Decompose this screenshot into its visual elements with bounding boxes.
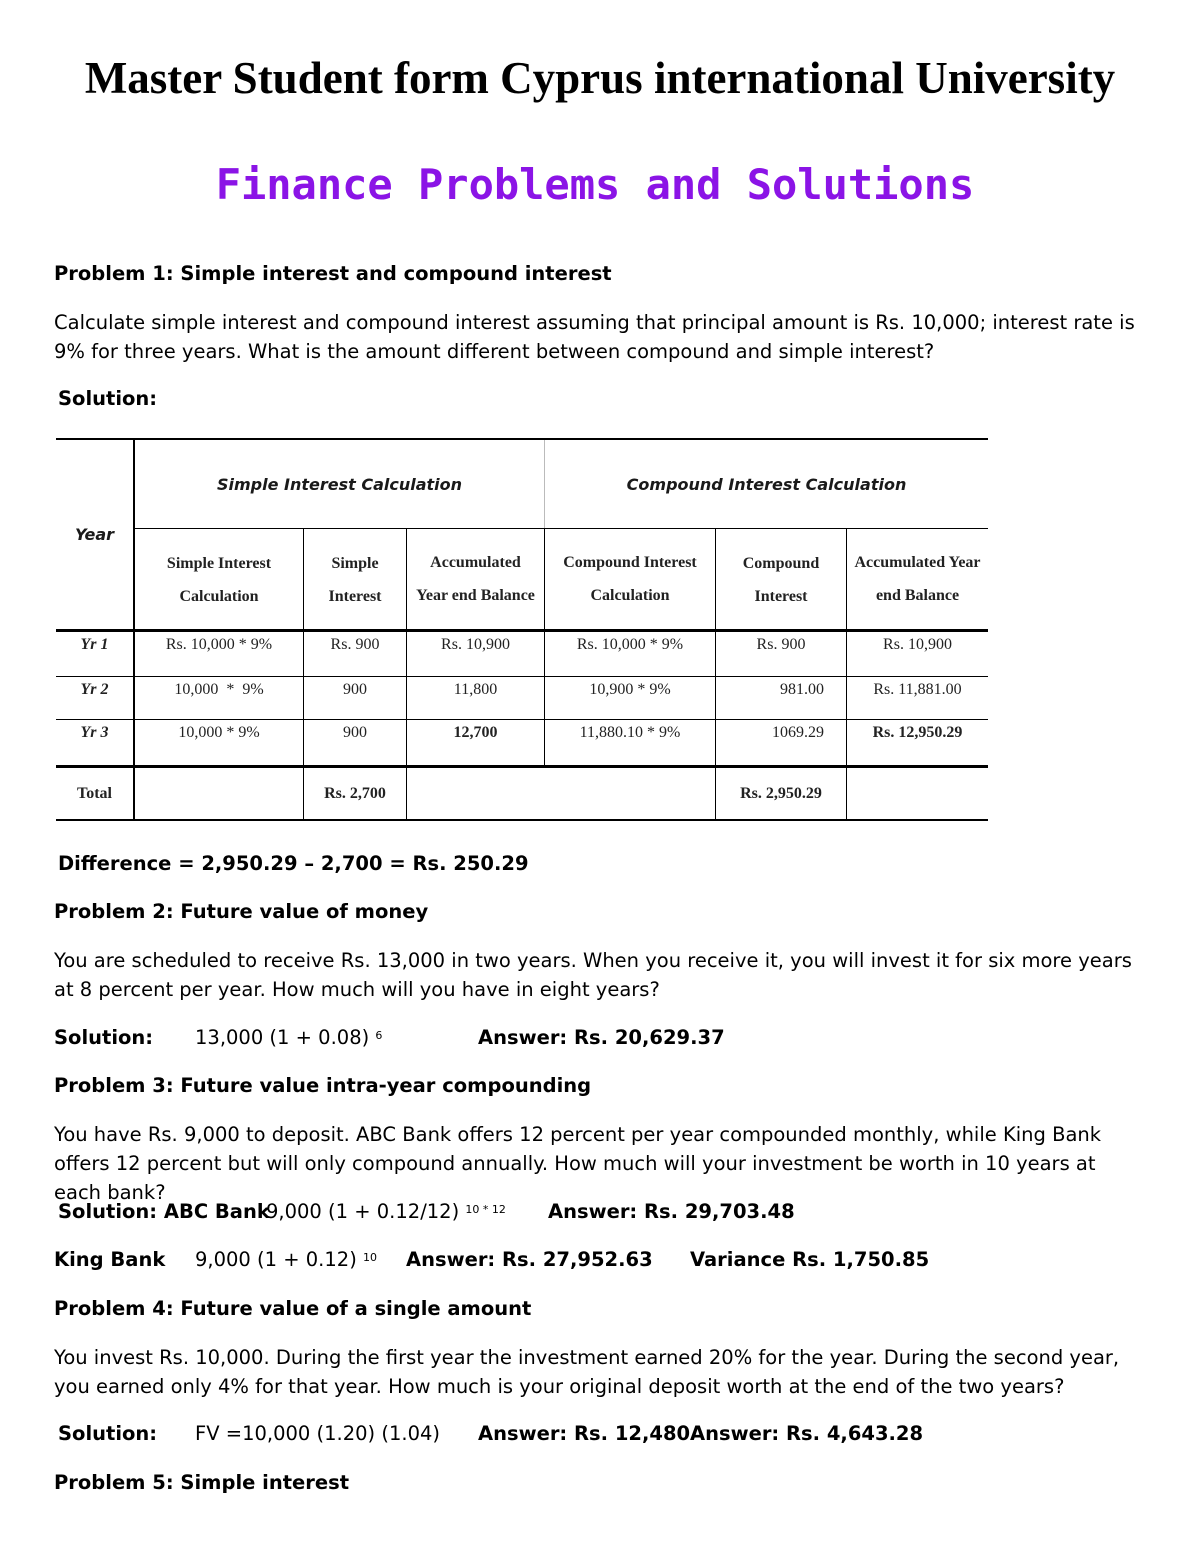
total-simple: Rs. 2,700 bbox=[324, 784, 386, 802]
table-cell: 10,000 * 9% bbox=[178, 724, 260, 741]
table-cell: Rs. 10,000 * 9% bbox=[165, 636, 273, 653]
problem4-solution-label: Solution: bbox=[58, 1422, 158, 1445]
table-cell: Rs. 12,950.29 bbox=[872, 724, 963, 741]
problem3-king-answer: Answer: Rs. 27,952.63 bbox=[406, 1248, 653, 1271]
table-cell: 10,000 * 9% bbox=[174, 681, 264, 698]
table-cell: Rs. 900 bbox=[756, 636, 806, 653]
problem3-variance: Variance Rs. 1,750.85 bbox=[690, 1248, 930, 1271]
problem5-heading: Problem 5: Simple interest bbox=[54, 1471, 350, 1494]
table-cell: 981.00 bbox=[780, 681, 824, 698]
problem1-heading: Problem 1: Simple interest and compound interest bbox=[54, 262, 612, 285]
table-cell: Rs. 10,000 * 9% bbox=[576, 636, 684, 653]
problem3-heading: Problem 3: Future value intra-year compounding bbox=[54, 1074, 592, 1097]
problem2-text: You are scheduled to receive Rs. 13,000 in two years. When you receive it, you will invest it for six more years at 8 percent per year. How much will you have in eight years? bbox=[54, 949, 1132, 1001]
total-compound: Rs. 2,950.29 bbox=[740, 784, 822, 802]
table-cell: 900 bbox=[343, 724, 367, 741]
total-label: Total bbox=[77, 784, 112, 802]
table-cell: Rs. 900 bbox=[330, 636, 380, 653]
problem2-heading: Problem 2: Future value of money bbox=[54, 900, 429, 923]
interest-table bbox=[56, 438, 988, 822]
problem3-king-formula: 9,000 (1 + 0.12) $^{10}$ bbox=[195, 1248, 378, 1271]
col-header-compound-interest: Compound Interest bbox=[742, 555, 820, 605]
col-header-simple-balance: Accumulated Year end Balance bbox=[416, 553, 535, 604]
row-label: Yr 1 bbox=[80, 636, 109, 653]
problem2-solution-label: Solution: bbox=[54, 1026, 154, 1049]
problem4-formula: FV =10,000 (1.20) (1.04) bbox=[195, 1422, 440, 1445]
simple-group-header: Simple Interest Calculation bbox=[216, 474, 463, 494]
year-header: Year bbox=[74, 525, 115, 544]
row-label: Yr 2 bbox=[80, 681, 109, 698]
problem3-abc-label: Solution: ABC Bank bbox=[58, 1200, 270, 1223]
table-cell: 1069.29 bbox=[772, 724, 824, 741]
problem1-difference: Difference = 2,950.29 – 2,700 = Rs. 250.29 bbox=[58, 852, 529, 875]
col-header-compound-balance: Accumulated Year end Balance bbox=[854, 553, 981, 604]
document-subtitle: Finance Problems and Solutions bbox=[215, 160, 975, 209]
table-cell: 11,800 bbox=[453, 681, 498, 698]
table-cell: 12,700 bbox=[453, 724, 498, 741]
table-cell: 10,900 * 9% bbox=[589, 681, 671, 698]
compound-group-header: Compound Interest Calculation bbox=[626, 474, 907, 494]
col-header-compound-calc: Compound Interest Calculation bbox=[563, 553, 697, 604]
problem4-answer-2: Answer: Rs. 4,643.28 bbox=[690, 1422, 924, 1445]
table-cell: Rs. 10,900 bbox=[441, 636, 510, 653]
problem3-abc-formula: 9,000 (1 + 0.12/12) $^{10 * 12}$ bbox=[266, 1200, 506, 1223]
problem4-text: You invest Rs. 10,000. During the first year the investment earned 20% for the year. During the second year, you earned only 4% for that year. How much is your original deposit worth at the end of the two years? bbox=[54, 1346, 1120, 1398]
table-cell: Rs. 10,900 bbox=[883, 636, 952, 653]
problem4-heading: Problem 4: Future value of a single amount bbox=[54, 1297, 532, 1320]
problem3-king-label: King Bank bbox=[54, 1248, 166, 1271]
table-cell: 11,880.10 * 9% bbox=[579, 724, 681, 741]
page-title: Master Student form Cyprus international University bbox=[84, 53, 1116, 103]
problem3-text: You have Rs. 9,000 to deposit. ABC Bank offers 12 percent per year compounded monthly, while King Bank offers 12 percent but will only compound annually. How much will your investment be worth in 10 years at each bank? bbox=[54, 1123, 1102, 1204]
problem2-formula: 13,000 (1 + 0.08) $^6$ bbox=[195, 1026, 383, 1049]
table-cell: 900 bbox=[343, 681, 367, 698]
problem2-answer: Answer: Rs. 20,629.37 bbox=[478, 1026, 725, 1049]
problem1-text: Calculate simple interest and compound interest assuming that principal amount is Rs. 10,000; interest rate is 9% for three years. What is the amount different between compound and simple interest? bbox=[54, 311, 1135, 363]
problem1-solution-label: Solution: bbox=[58, 387, 158, 410]
problem3-abc-answer: Answer: Rs. 29,703.48 bbox=[548, 1200, 795, 1223]
table-cell: Rs. 11,881.00 bbox=[873, 681, 962, 698]
problem4-answer-1: Answer: Rs. 12,480 bbox=[478, 1422, 691, 1445]
row-label: Yr 3 bbox=[80, 724, 109, 741]
col-header-simple-interest: Simple Interest bbox=[328, 555, 382, 605]
col-header-simple-calc: Simple Interest Calculation bbox=[166, 555, 272, 605]
